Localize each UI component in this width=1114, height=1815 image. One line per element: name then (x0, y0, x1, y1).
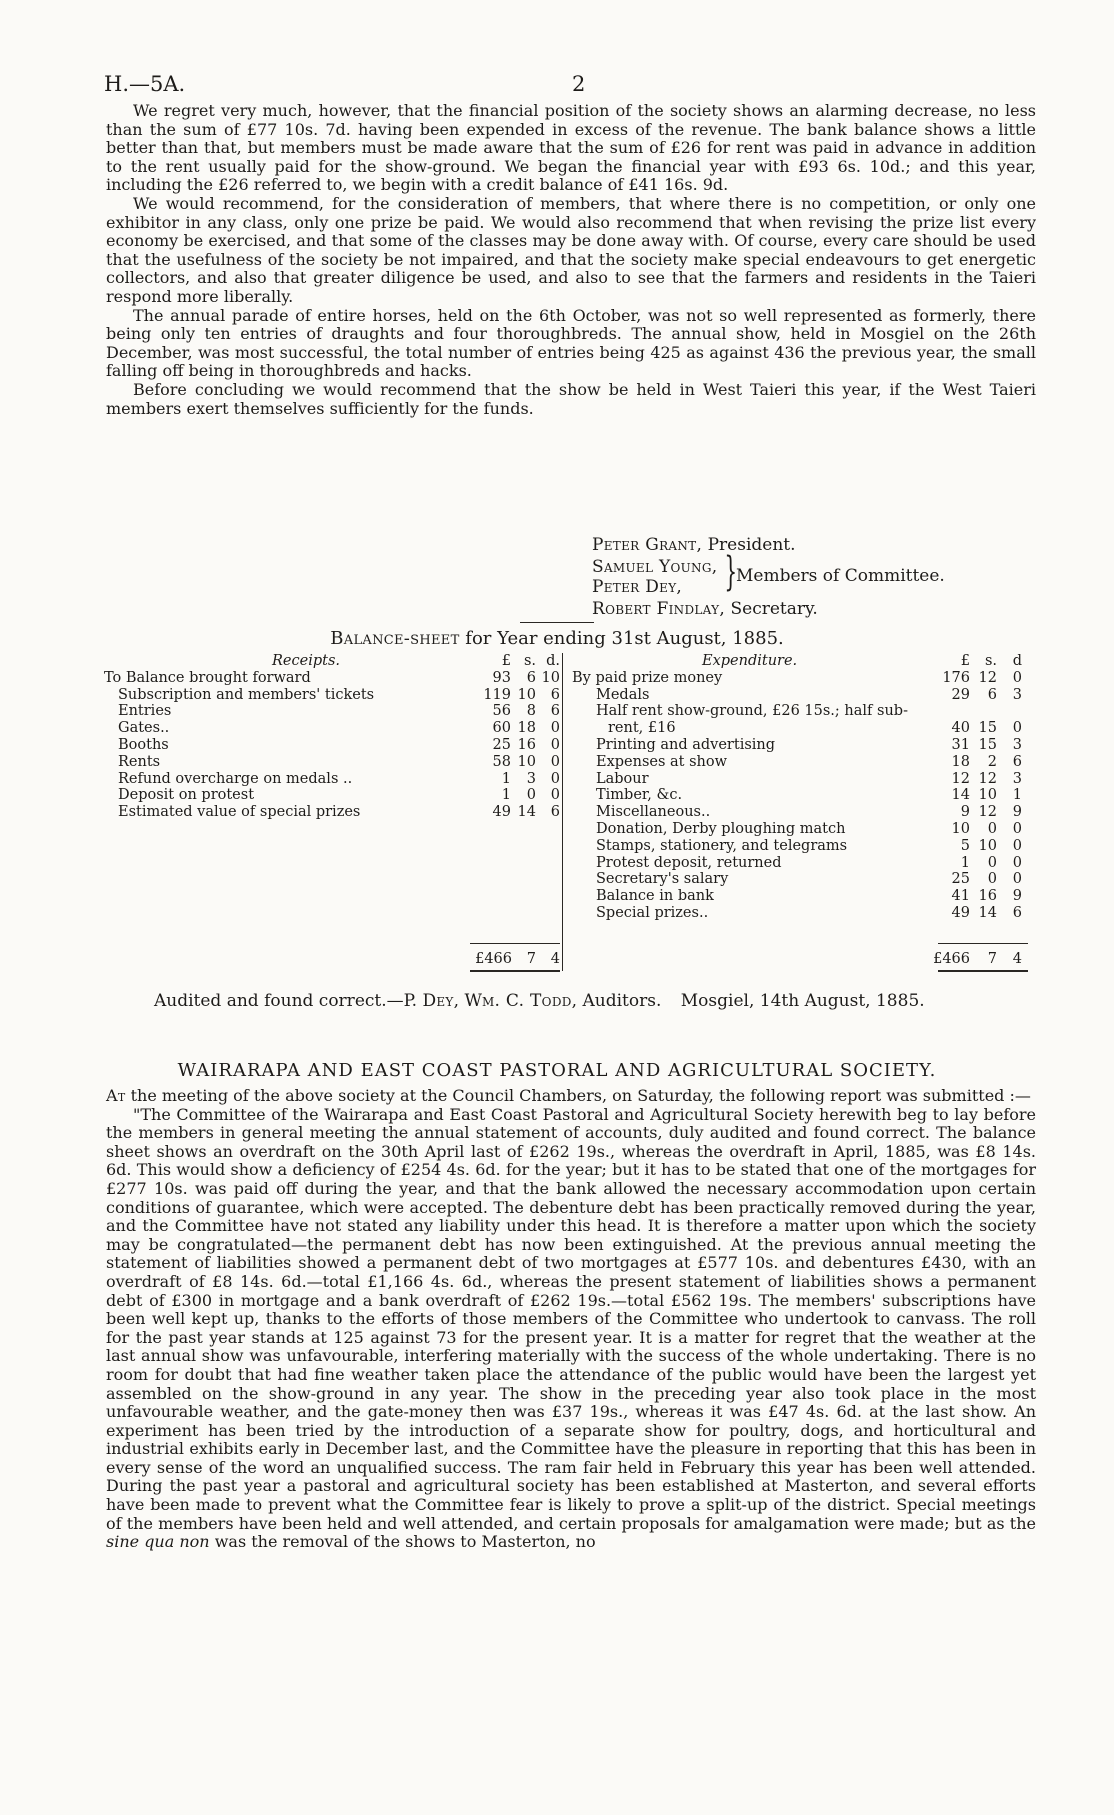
amount-pence: 3 (1012, 736, 1022, 753)
amount-pounds: 56 (492, 703, 511, 720)
amount-pounds: 12 (951, 770, 970, 787)
expenditure-label: Expenses at show (596, 753, 728, 770)
double-rule (470, 970, 560, 972)
total-shillings: 7 (987, 951, 997, 967)
expenditure-label: Half rent show-ground, £26 15s.; half sub- (596, 703, 908, 720)
report-paragraph: Before concluding we would recommend that the show be held in West Taieri this year, if the West Taieri members exert themselves sufficiently for the funds. (106, 379, 1036, 418)
expenditure-row (572, 821, 1032, 838)
amount-pence: 1 (1012, 787, 1022, 804)
amount-pence: 6 (1012, 904, 1022, 921)
expenditure-row (572, 754, 1032, 771)
receipts-label: Subscription and members' tickets (118, 686, 375, 703)
receipts-label: Gates.. (118, 720, 170, 737)
body-text-end: was the removal of the shows to Masterton, no (214, 1532, 596, 1552)
president-name: Peter Grant, (592, 535, 703, 555)
document-code: H.—5A. (104, 72, 186, 96)
page-number: 2 (572, 72, 586, 96)
report-paragraph: We would recommend, for the consideration of members, that where there is no competition, or only one exhibitor in any class, only one prize be paid. We would also recommend that when revising the prize list every economy be exercised, and that some of the classes may be done away with. Of course, every care should be used that the usefulness of the society be not impaired, and that the society make special endeavours to get energetic collectors, and also that greater diligence be used, and also to see that the farmers and residents in the Taieri respond more liberally. (106, 193, 1036, 306)
receipts-row (104, 720, 564, 737)
auditor-name: m. C. Todd (481, 991, 572, 1011)
amount-shillings: 16 (978, 888, 997, 905)
expenditure-heading: Expenditure. (702, 653, 798, 669)
amount-shillings: 12 (978, 770, 997, 787)
report-text (106, 102, 1036, 418)
shilling-heading: s. (523, 653, 536, 669)
receipts-row (104, 737, 564, 754)
pence-heading: d. (546, 653, 560, 669)
amount-pounds: 29 (951, 686, 970, 703)
expenditure-row (572, 787, 1032, 804)
expenditure-label: Stamps, stationery, and telegrams (596, 837, 848, 854)
receipts-row (104, 804, 564, 821)
audit-separator: , W (453, 991, 482, 1011)
amount-pence: 0 (1012, 669, 1022, 686)
amount-pounds: 93 (492, 669, 511, 686)
expenditure-label: Special prizes.. (596, 904, 709, 921)
expenditure-row (572, 905, 1032, 922)
amount-pence: 3 (1012, 770, 1022, 787)
amount-shillings: 0 (987, 854, 997, 871)
amount-pounds: 49 (492, 804, 511, 821)
amount-shillings: 3 (526, 770, 536, 787)
receipts-total-row (104, 951, 564, 968)
expenditure-label: Balance in bank (596, 888, 714, 905)
receipts-label: Refund overcharge on medals .. (118, 770, 353, 787)
expenditure-row (572, 838, 1032, 855)
total-pence: 4 (550, 951, 560, 967)
amount-pounds: 10 (951, 820, 970, 837)
amount-pounds: 60 (492, 720, 511, 737)
section-intro (106, 1087, 1036, 1106)
amount-pence: 6 (550, 703, 560, 720)
amount-pence: 0 (1012, 837, 1022, 854)
amount-pence: 9 (1012, 888, 1022, 905)
expenditure-row (572, 670, 1032, 687)
amount-pence: 0 (550, 753, 560, 770)
expenditure-row (572, 888, 1032, 905)
amount-pence: 0 (1012, 720, 1022, 737)
amount-shillings: 6 (987, 686, 997, 703)
amount-shillings: 12 (978, 804, 997, 821)
amount-pence: 9 (1012, 804, 1022, 821)
total-pounds: £466 (475, 951, 512, 967)
amount-shillings: 10 (517, 686, 536, 703)
amount-shillings: 0 (987, 820, 997, 837)
receipts-header-row (104, 653, 564, 670)
amount-pounds: 18 (951, 753, 970, 770)
amount-shillings: 14 (517, 804, 536, 821)
pound-heading: £ (501, 653, 511, 669)
section-body (106, 1106, 1036, 1552)
amount-pounds: 40 (951, 720, 970, 737)
amount-shillings: 12 (978, 669, 997, 686)
expenditure-label: Protest deposit, returned (596, 854, 782, 871)
expenditure-header-row (572, 653, 1032, 670)
total-shillings: 7 (526, 951, 536, 967)
total-pounds: £466 (933, 951, 970, 967)
amount-pounds: 5 (960, 837, 970, 854)
amount-pounds: 1 (960, 854, 970, 871)
expenditure-row (572, 687, 1032, 704)
expenditure-total-row (572, 951, 1032, 968)
amount-pounds: 41 (951, 888, 970, 905)
receipts-row (104, 787, 564, 804)
receipts-heading: Receipts. (272, 653, 340, 669)
amount-shillings: 14 (978, 904, 997, 921)
receipts-label: Deposit on protest (118, 787, 255, 804)
amount-pence: 0 (550, 720, 560, 737)
audit-prefix: Audited and found correct.—P. (154, 991, 418, 1011)
amount-shillings: 15 (978, 736, 997, 753)
expenditure-table (572, 653, 1032, 922)
signature-member-2 (592, 577, 682, 597)
amount-pence: 0 (1012, 871, 1022, 888)
amount-pounds: 176 (942, 669, 970, 686)
total-pence: 4 (1012, 951, 1022, 967)
expenditure-label: Timber, &c. (596, 787, 683, 804)
amount-pounds: 49 (951, 904, 970, 921)
expenditure-row (572, 855, 1032, 872)
audit-place-date: Mosgiel, 14th August, 1885. (680, 991, 925, 1011)
body-text: "The Committee of the Wairarapa and East Coast Pastoral and Agricultural Society herewith beg to lay before the members in general meeting the annual statement of accounts, duly audited and found correct. The balance sheet shows an overdraft on the 30th April last of £262 19s., whereas the overdraft in April, 1885, was £8 14s. 6d. This would show a deficiency of £254 4s. 6d. for the year; but it has to be stated that one of the mortgages for £277 10s. was paid off during the year, and that the bank allowed the necessary accommodation upon certain conditions of guarantee, which were accepted. The debenture debt has been practically removed during the year, and the Committee have not stated any liability under this head. It is therefore a matter upon which the society may be congratulated—the permanent debt has now been extinguished. At the previous annual meeting the statement of liabilities showed a permanent debt of two mortgages at £577 10s. and debentures £430, with an overdraft of £8 14s. 6d.—total £1,166 4s. 6d., whereas the present statement of liabilities shows a permanent debt of £300 in mortgage and a bank overdraft of £262 19s.—total £562 19s. The members' subscriptions have been well kept up, thanks to the efforts of those members of the Committee who undertook to canvass. The roll for the past year stands at 125 against 73 for the present year. It is a matter for regret that the weather at the last annual show was unfavourable, interfering materially with the success of the whole undertaking. There is no room for doubt that had fine weather taken place the attendance of the public would have been the largest yet assembled on the show-ground in any year. The show in the preceding year also took place in the most unfavourable weather, and the gate-money then was £37 19s., whereas it was £47 4s. 6d. at the last show. An experiment has been tried by the introduction of a separate show for poultry, dogs, and horticultural and industrial exhibits early in December last, and the Committee have the pleasure in reporting that this has been in every sense of the word an unqualified success. The ram fair held in February this year has been well attended. During the past year a pastoral and agricultural society has been established at Masterton, and several efforts have been made to prevent what the Committee fear is likely to prove a split-up of the district. Special meetings of the members have been held and well attended, and certain proposals for amalgamation were made; but as the (106, 1104, 1036, 1533)
balance-sheet-title (0, 628, 1114, 649)
total-rule (938, 943, 1028, 944)
amount-pence: 6 (550, 804, 560, 821)
amount-shillings: 16 (517, 736, 536, 753)
receipts-label: Estimated value of special prizes (118, 804, 361, 821)
amount-pounds: 58 (492, 753, 511, 770)
expenditure-row (572, 871, 1032, 888)
amount-pence: 0 (550, 736, 560, 753)
amount-shillings: 10 (517, 753, 536, 770)
divider-rule (520, 622, 594, 623)
report-paragraph: We regret very much, however, that the financial position of the society shows an alarming decrease, no less than the sum of £77 10s. 7d. having been expended in excess of the revenue. The bank balance shows a little better than that, but members must be made aware that the sum of £26 for rent was paid in advance in addition to the rent usually paid for the show-ground. We began the financial year with £93 6s. 10d.; and this year, including the £26 referred to, we begin with a credit balance of £41 16s. 9d. (106, 101, 1036, 195)
expenditure-row (572, 737, 1032, 754)
receipts-label: Entries (118, 703, 172, 720)
amount-shillings: 2 (987, 753, 997, 770)
balance-sheet-title-caps: Balance-sheet (330, 628, 460, 649)
amount-pounds: 1 (501, 787, 511, 804)
amount-pence: 0 (1012, 854, 1022, 871)
signature-secretary (592, 599, 818, 619)
amount-shillings: 0 (987, 871, 997, 888)
signature-president (592, 535, 796, 555)
receipts-label: Rents (118, 753, 161, 770)
amount-pence: 10 (541, 669, 560, 686)
expenditure-row (572, 720, 1032, 737)
amount-pounds: 1 (501, 770, 511, 787)
balance-sheet-title-rest: for Year ending 31st August, 1885. (465, 628, 784, 649)
amount-shillings: 8 (526, 703, 536, 720)
expenditure-label: rent, £16 (608, 720, 676, 737)
receipts-row (104, 670, 564, 687)
amount-pounds: 9 (960, 804, 970, 821)
expenditure-label: Labour (596, 770, 649, 787)
amount-pounds: 31 (951, 736, 970, 753)
amount-shillings: 0 (526, 787, 536, 804)
expenditure-label: Miscellaneous.. (596, 804, 711, 821)
member-name: Peter Dey, (592, 577, 683, 597)
intro-text: the meeting of the above society at the Council Chambers, on Saturday, the following report was submitted :— (130, 1086, 1031, 1105)
amount-pence: 3 (1012, 686, 1022, 703)
amount-pounds: 119 (483, 686, 511, 703)
receipts-row (104, 703, 564, 720)
pence-heading: d (1012, 653, 1022, 669)
receipts-row (104, 687, 564, 704)
expenditure-label: Secretary's salary (596, 871, 729, 888)
amount-pence: 0 (550, 787, 560, 804)
section-text (106, 1087, 1036, 1552)
amount-shillings: 15 (978, 720, 997, 737)
president-role: President. (707, 535, 796, 555)
amount-pence: 0 (1012, 820, 1022, 837)
amount-pence: 6 (550, 686, 560, 703)
expenditure-row (572, 771, 1032, 788)
expenditure-row (572, 804, 1032, 821)
pound-heading: £ (960, 653, 970, 669)
receipts-row (104, 754, 564, 771)
expenditure-label: Medals (596, 686, 650, 703)
amount-pounds: 14 (951, 787, 970, 804)
audit-suffix: , Auditors. (571, 991, 662, 1011)
receipts-table (104, 653, 564, 821)
section-title: WAIRARAPA AND EAST COAST PASTORAL AND AGRICULTURAL SOCIETY. (177, 1060, 937, 1081)
expenditure-label: Donation, Derby ploughing match (596, 820, 846, 837)
amount-shillings: 6 (526, 669, 536, 686)
shilling-heading: s. (984, 653, 997, 669)
amount-pence: 0 (550, 770, 560, 787)
secretary-role: Secretary. (730, 599, 818, 619)
latin-phrase: sine qua non (106, 1532, 210, 1552)
column-divider (562, 653, 563, 971)
expenditure-label: Printing and advertising (596, 736, 776, 753)
auditor-name: Dey (422, 991, 454, 1011)
receipts-label: Booths (118, 736, 169, 753)
intro-caps: At (106, 1086, 126, 1105)
double-rule (938, 970, 1028, 972)
receipts-row (104, 771, 564, 788)
expenditure-label: By paid prize money (572, 669, 723, 686)
amount-shillings: 10 (978, 837, 997, 854)
total-rule (470, 943, 560, 944)
signature-member-1 (592, 557, 717, 577)
report-paragraph: The annual parade of entire horses, held on the 6th October, was not so well represented as formerly, there being only ten entries of draughts and four thoroughbreds. The annual show, held in Mosgiel on the 26th December, was most successful, the total number of entries being 425 as against 436 the previous year, the small falling off being in thoroughbreds and hacks. (106, 305, 1036, 381)
amount-pence: 6 (1012, 753, 1022, 770)
receipts-label: To Balance brought forward (104, 669, 311, 686)
member-name: Samuel Young, (592, 557, 718, 577)
amount-shillings: 18 (517, 720, 536, 737)
expenditure-row (572, 703, 1032, 720)
audit-line (154, 991, 925, 1011)
amount-shillings: 10 (978, 787, 997, 804)
amount-pounds: 25 (951, 871, 970, 888)
brace-glyph: } (724, 549, 738, 595)
members-role: Members of Committee. (736, 566, 945, 586)
secretary-name: Robert Findlay, (592, 599, 726, 619)
amount-pounds: 25 (492, 736, 511, 753)
